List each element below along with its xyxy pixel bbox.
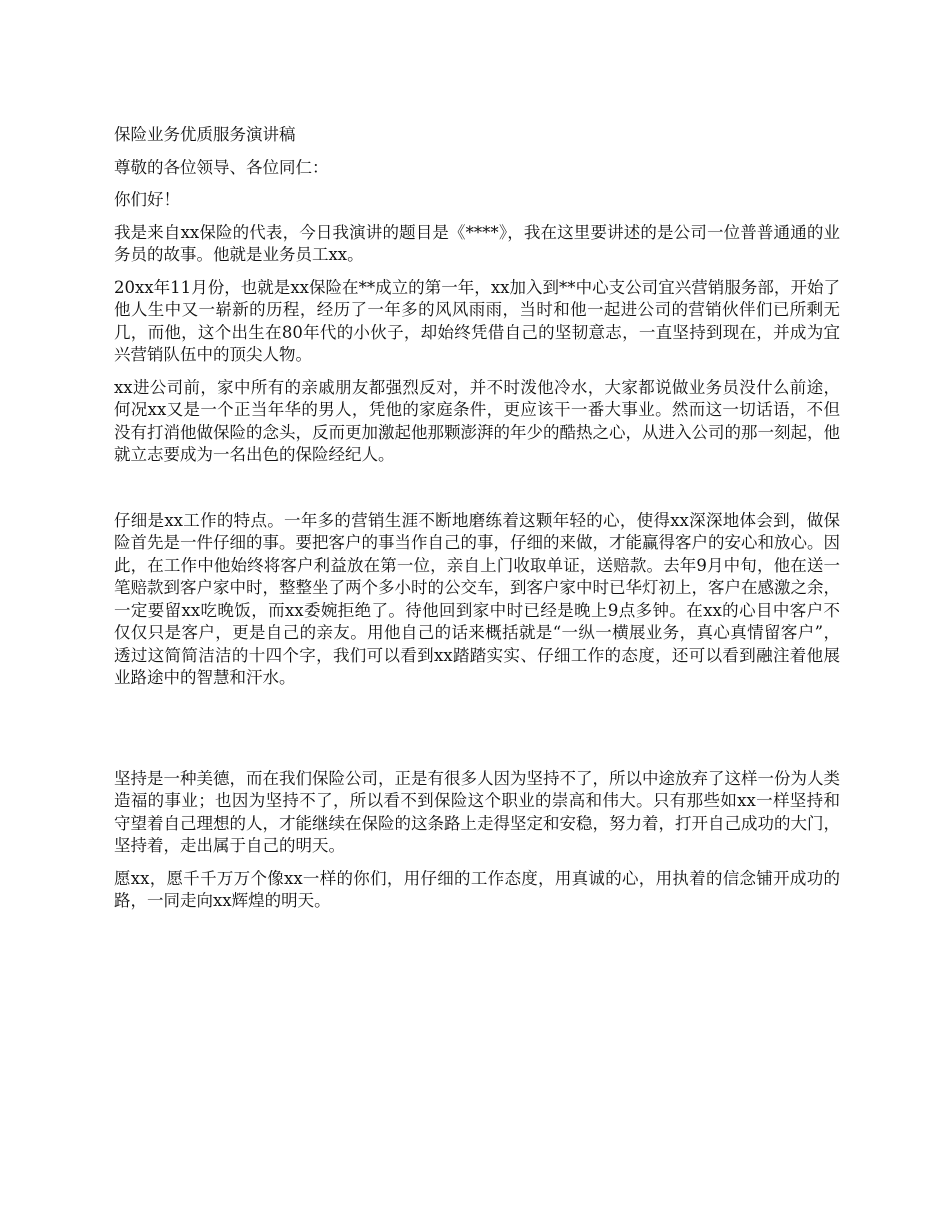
paragraph-history: 20xx年11月份，也就是xx保险在**成立的第一年，xx加入到**中心支公司宜兴营销服务部，开始了他人生中又一崭新的历程，经历了一年多的风风雨雨，当时和他一起进公司的营销伙伴们已所剩无几，而他，这个出生在80年代的小伙子，却始终凭借自己的坚韧意志，一直坚持到现在，并成为宜兴营销队伍中的顶尖人物。 — [114, 277, 840, 364]
paragraph-diligence: 仔细是xx工作的特点。一年多的营销生涯不断地磨练着这颗年轻的心，使得xx深深地体会到，做保险首先是一件仔细的事。要把客户的事当作自己的事，仔细的来做，才能赢得客户的安心和放心。因此，在工作中他始终将客户利益放在第一位，亲自上门收取单证，送赔款。去年9月中旬，他在送一笔赔款到客户家中时，整整坐了两个多小时的公交车，到客户家中时已华灯初上，客户在感激之余，一定要留xx吃晚饭，而xx委婉拒绝了。待他回到家中时已经是晚上9点多钟。在xx的心目中客户不仅仅只是客户，更是自己的亲友。用他自己的话来概括就是“一纵一横展业务，真心真情留客户”，透过这简简洁洁的十四个字，我们可以看到xx踏踏实实、仔细工作的态度，还可以看到融注着他展业路途中的智慧和汗水。 — [114, 510, 840, 687]
paragraph-family: xx进公司前，家中所有的亲戚朋友都强烈反对，并不时泼他冷水，大家都说做业务员没什么前途，何况xx又是一个正当年华的男人，凭他的家庭条件，更应该干一番大事业。然而这一切话语，不但没有打消他做保险的念头，反而更加激起他那颗澎湃的年少的酷热之心，从进入公司的那一刻起，他就立志要成为一名出色的保险经纪人。 — [114, 377, 840, 464]
greeting: 你们好！ — [114, 190, 180, 209]
document-title: 保险业务优质服务演讲稿 — [114, 125, 296, 144]
paragraph-intro: 我是来自xx保险的代表，今日我演讲的题目是《****》，我在这里要讲述的是公司一位普普通通的业务员的故事。他就是业务员工xx。 — [114, 222, 840, 264]
blank-space — [114, 700, 840, 768]
salutation: 尊敬的各位领导、各位同仁： — [114, 157, 329, 177]
document-page — [114, 124, 840, 923]
paragraph-closing: 愿xx，愿千千万万个像xx一样的你们，用仔细的工作态度，用真诚的心，用执着的信念铺开成功的路，一同走向xx辉煌的明天。 — [114, 868, 840, 910]
blank-space — [114, 477, 840, 510]
paragraph-persistence: 坚持是一种美德，而在我们保险公司，正是有很多人因为坚持不了，所以中途放弃了这样一份为人类造福的事业；也因为坚持不了，所以看不到保险这个职业的崇高和伟大。只有那些如xx一样坚持和守望着自己理想的人，才能继续在保险的这条路上走得坚定和安稳，努力着，打开自己成功的大门，坚持着，走出属于自己的明天。 — [114, 768, 840, 855]
